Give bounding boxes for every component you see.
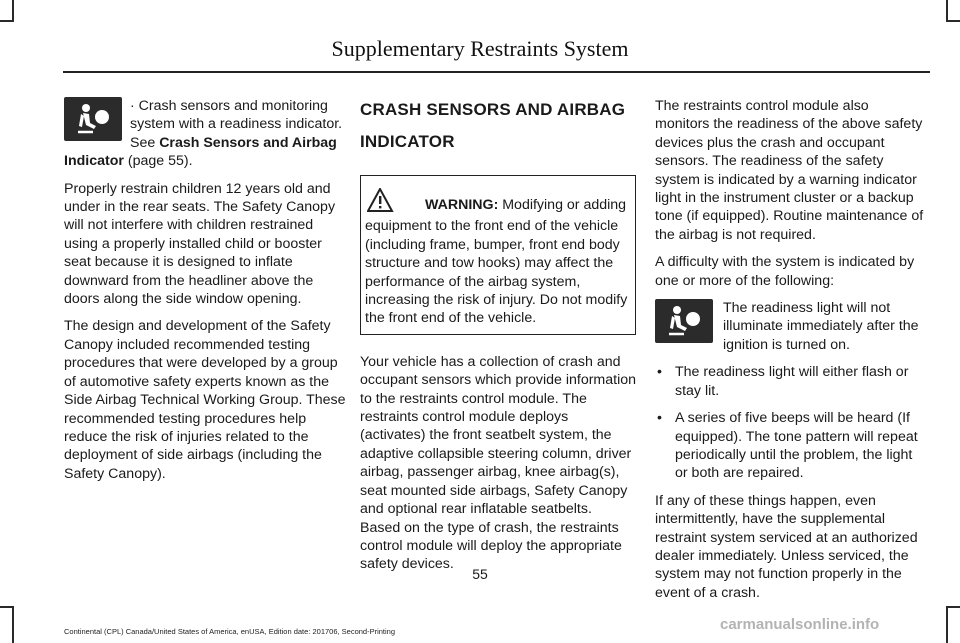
- section-title: CRASH SENSORS AND AIRBAG: [360, 100, 626, 119]
- crop-mark: [946, 606, 960, 608]
- airbag-warning-light-icon: [655, 299, 713, 343]
- warning-label: WARNING:: [425, 197, 499, 213]
- warning-box: [360, 175, 636, 335]
- icon-text-row: [655, 299, 927, 354]
- intro-page-ref: (page 55).: [123, 153, 193, 170]
- paragraph-service: If any of these things happen, even intermittently, have the supplemental restraint system serviced at an authorized dealer immediately. Unless serviced, the system may not function properly in the event of a crash.: [655, 492, 918, 601]
- crop-mark: [12, 606, 14, 643]
- list-item: [655, 409, 927, 483]
- crop-mark: [946, 0, 948, 22]
- header-rule: [63, 71, 930, 73]
- list-item-text: A series of five beeps will be heard (If equipped). The tone pattern will repeat periodically until the problem, the light or both are repaired.: [675, 410, 918, 482]
- section-title-line2: INDICATOR: [360, 132, 455, 151]
- airbag-warning-light-icon: [64, 97, 122, 141]
- crash-sensors-link[interactable]: Crash Sensors and Airbag Indicator: [64, 134, 337, 170]
- warning-triangle-icon: [367, 188, 419, 217]
- crop-mark: [0, 606, 14, 608]
- difficulty-list: [655, 363, 927, 482]
- intro-text: · Crash sensors and monitoring system with a readiness indicator. See: [130, 98, 343, 151]
- list-item: [655, 363, 927, 400]
- readiness-light-text: The readiness light will not illuminate immediately after the ignition is turned on.: [723, 300, 919, 353]
- watermark: carmanualsonline.info: [720, 616, 880, 633]
- paragraph-children: Properly restrain children 12 years old and under in the rear seats. The Safety Canopy will not interfere with children restrained using a properly installed child or booster seat because it is designed to inflate downward from the headliner above the doors along the side window opening.: [64, 180, 336, 308]
- column-middle: [360, 97, 636, 583]
- edition-footer: Continental (CPL) Canada/United States of America, enUSA, Edition date: 201706, Second-Printing: [64, 627, 396, 636]
- paragraph-difficulty: A difficulty with the system is indicated by one or more of the following:: [655, 254, 915, 289]
- paragraph-sensors: Your vehicle has a collection of crash and occupant sensors which provide information to the restraints control module. The restraints control module deploys (activates) the front seatbelt system, the adaptive collapsible steering column, driver airbag, passenger airbag, knee airbag(s), seat mounted side airbags, Safety Canopy and optional rear inflatable seatbelts. Based on the type of crash, the restraints control module will deploy the appropriate safety devices.: [360, 353, 637, 573]
- column-left: [64, 97, 351, 492]
- paragraph-monitor: The restraints control module also monitors the readiness of the above safety devices plus the crash and occupant sensors. The readiness of the safety system is indicated by a warning indicator light in the instrument cluster or a backup tone (if equipped). Routine maintenance of the airbag is not required.: [655, 98, 924, 243]
- page-number: 55: [472, 566, 488, 582]
- bullet: •: [657, 364, 662, 381]
- bullet: •: [657, 410, 662, 427]
- warning-text: Modifying or adding equipment to the front end of the vehicle (including frame, bumper, front end body structure and tow hooks) may affect the performance of the airbag system, increasing the risk of injury. Do not modify the front end of the vehicle.: [365, 197, 628, 327]
- crop-mark: [12, 0, 14, 22]
- crop-mark: [946, 606, 948, 643]
- page-title: Supplementary Restraints System: [331, 36, 629, 61]
- crop-mark: [946, 20, 960, 22]
- paragraph-design: The design and development of the Safety Canopy included recommended testing procedures that were developed by a group of automotive safety experts known as the Side Airbag Technical Working Group. These recommended testing procedures help reduce the risk of injuries related to the deployment of side airbags (including the Safety Canopy).: [64, 318, 346, 482]
- column-right: [655, 97, 927, 611]
- crop-mark: [0, 20, 14, 22]
- list-item-text: The readiness light will either flash or stay lit.: [675, 364, 909, 399]
